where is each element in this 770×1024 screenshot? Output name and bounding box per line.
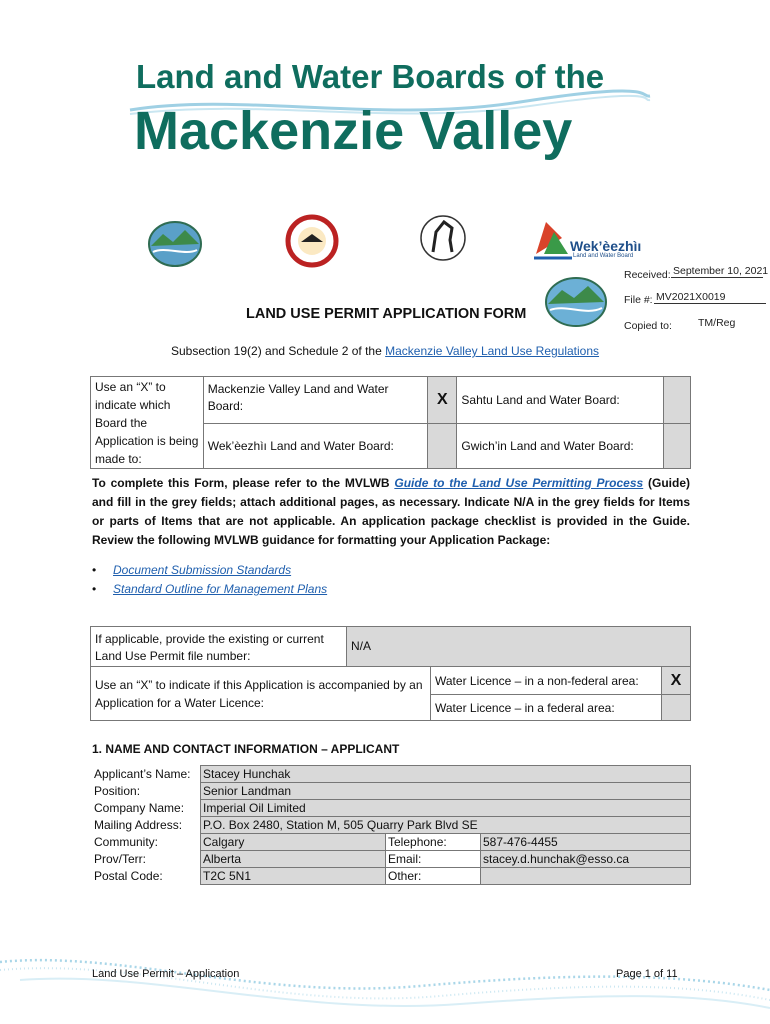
wekeezhii-logo-subtext: Land and Water Board [573,253,634,259]
board-selection-label: Use an “X” to indicate which Board the Application is being made to: [91,377,204,469]
mailing-address-label: Mailing Address: [92,817,201,834]
subtitle-prefix: Subsection 19(2) and Schedule 2 of the [170,344,386,358]
position-label: Position: [92,783,201,800]
section-1-heading: 1. NAME AND CONTACT INFORMATION – APPLICANT [92,742,400,756]
other-field[interactable] [481,868,691,885]
gwichin-seal-logo [418,208,468,270]
telephone-field[interactable]: 587-476-4455 [481,834,691,851]
prov-terr-field[interactable]: Alberta [201,851,386,868]
copied-to-label: Copied to: [624,320,672,332]
bullet-icon: • [92,582,97,596]
board-cell-mvlwb-label: Mackenzie Valley Land and Water Board: [203,377,427,424]
email-label: Email: [386,851,481,868]
board-cell-mvlwb-mark[interactable]: X [428,377,457,424]
list-item [92,580,327,599]
prov-terr-label: Prov/Terr: [92,851,201,868]
page-number: Page 1 of 11 [616,968,678,980]
water-licence-nonfederal-label: Water Licence – in a non-federal area: [431,667,662,695]
copied-to-value: TM/Reg [698,317,736,329]
document-standards-link[interactable]: Document Submission Standards [113,563,292,577]
water-licence-federal-mark[interactable] [662,695,691,721]
board-cell-sahtu-label: Sahtu Land and Water Board: [457,377,663,424]
wekeezhii-logo-text: Wek’èezhìı [570,238,642,254]
postal-code-field[interactable]: T2C 5N1 [201,868,386,885]
community-label: Community: [92,834,201,851]
instructions-paragraph [92,474,690,550]
footer-title: Land Use Permit – Application [92,968,240,980]
applicant-name-label: Applicant’s Name: [92,766,201,783]
board-cell-wekeezhii-mark[interactable] [428,424,457,469]
water-licence-federal-label: Water Licence – in a federal area: [431,695,662,721]
file-number-label: File #: [624,294,653,306]
telephone-label: Telephone: [386,834,481,851]
applicant-name-field[interactable]: Stacey Hunchak [201,766,691,783]
email-field[interactable]: stacey.d.hunchak@esso.ca [481,851,691,868]
postal-code-label: Postal Code: [92,868,201,885]
guide-link[interactable]: Guide to the Land Use Permitting Process [394,476,644,490]
water-licence-label: Use an “X” to indicate if this Application is accompanied by an Application for a Water Licence: [91,667,431,721]
received-stamp-seal [536,268,616,334]
list-item [92,561,327,580]
form-title: LAND USE PERMIT APPLICATION FORM [246,306,527,322]
received-value: September 10, 2021 [673,265,769,277]
received-label: Received: [624,269,671,281]
company-name-label: Company Name: [92,800,201,817]
applicant-contact-table [92,765,691,885]
sahtu-seal-logo [285,212,339,270]
mailing-address-field[interactable]: P.O. Box 2480, Station M, 505 Quarry Park Blvd SE [201,817,691,834]
board-cell-wekeezhii-label: Wek’èezhìı Land and Water Board: [203,424,427,469]
other-label: Other: [386,868,481,885]
header-line-1: Land and Water Boards of the [136,58,605,95]
board-cell-gwichin-mark[interactable] [663,424,690,469]
guidance-list [92,561,327,599]
community-field[interactable]: Calgary [201,834,386,851]
file-number-value: MV2021X0019 [654,291,766,304]
intro-part-2: (Guide) and fill in the grey fields; attach additional pages, as necessary. Indicate N/A in the grey fields for Items or parts of Items that are not applicable. An application package checklist is provided in the Guide. Review the following MVLWB guidance for formatting your Application Package: [92,476,691,547]
header-line-2: Mackenzie Valley [134,101,573,161]
regulations-link[interactable]: Mackenzie Valley Land Use Regulations [385,344,600,358]
board-cell-sahtu-mark[interactable] [663,377,690,424]
company-name-field[interactable]: Imperial Oil Limited [201,800,691,817]
form-subtitle [0,344,770,358]
position-field[interactable]: Senior Landman [201,783,691,800]
water-licence-nonfederal-mark[interactable]: X [662,667,691,695]
footer-wave-graphic [0,940,770,1024]
existing-permit-value[interactable]: N/A [347,627,691,667]
bullet-icon: • [92,563,97,577]
management-plans-link[interactable]: Standard Outline for Management Plans [113,582,328,596]
board-selection-table [90,376,691,469]
board-cell-gwichin-label: Gwich’in Land and Water Board: [457,424,663,469]
existing-permit-label: If applicable, provide the existing or current Land Use Permit file number: [91,627,347,667]
permit-info-table [90,626,691,721]
intro-part-1: To complete this Form, please refer to the MVLWB [92,476,395,490]
mvlwb-seal-logo [137,212,213,272]
